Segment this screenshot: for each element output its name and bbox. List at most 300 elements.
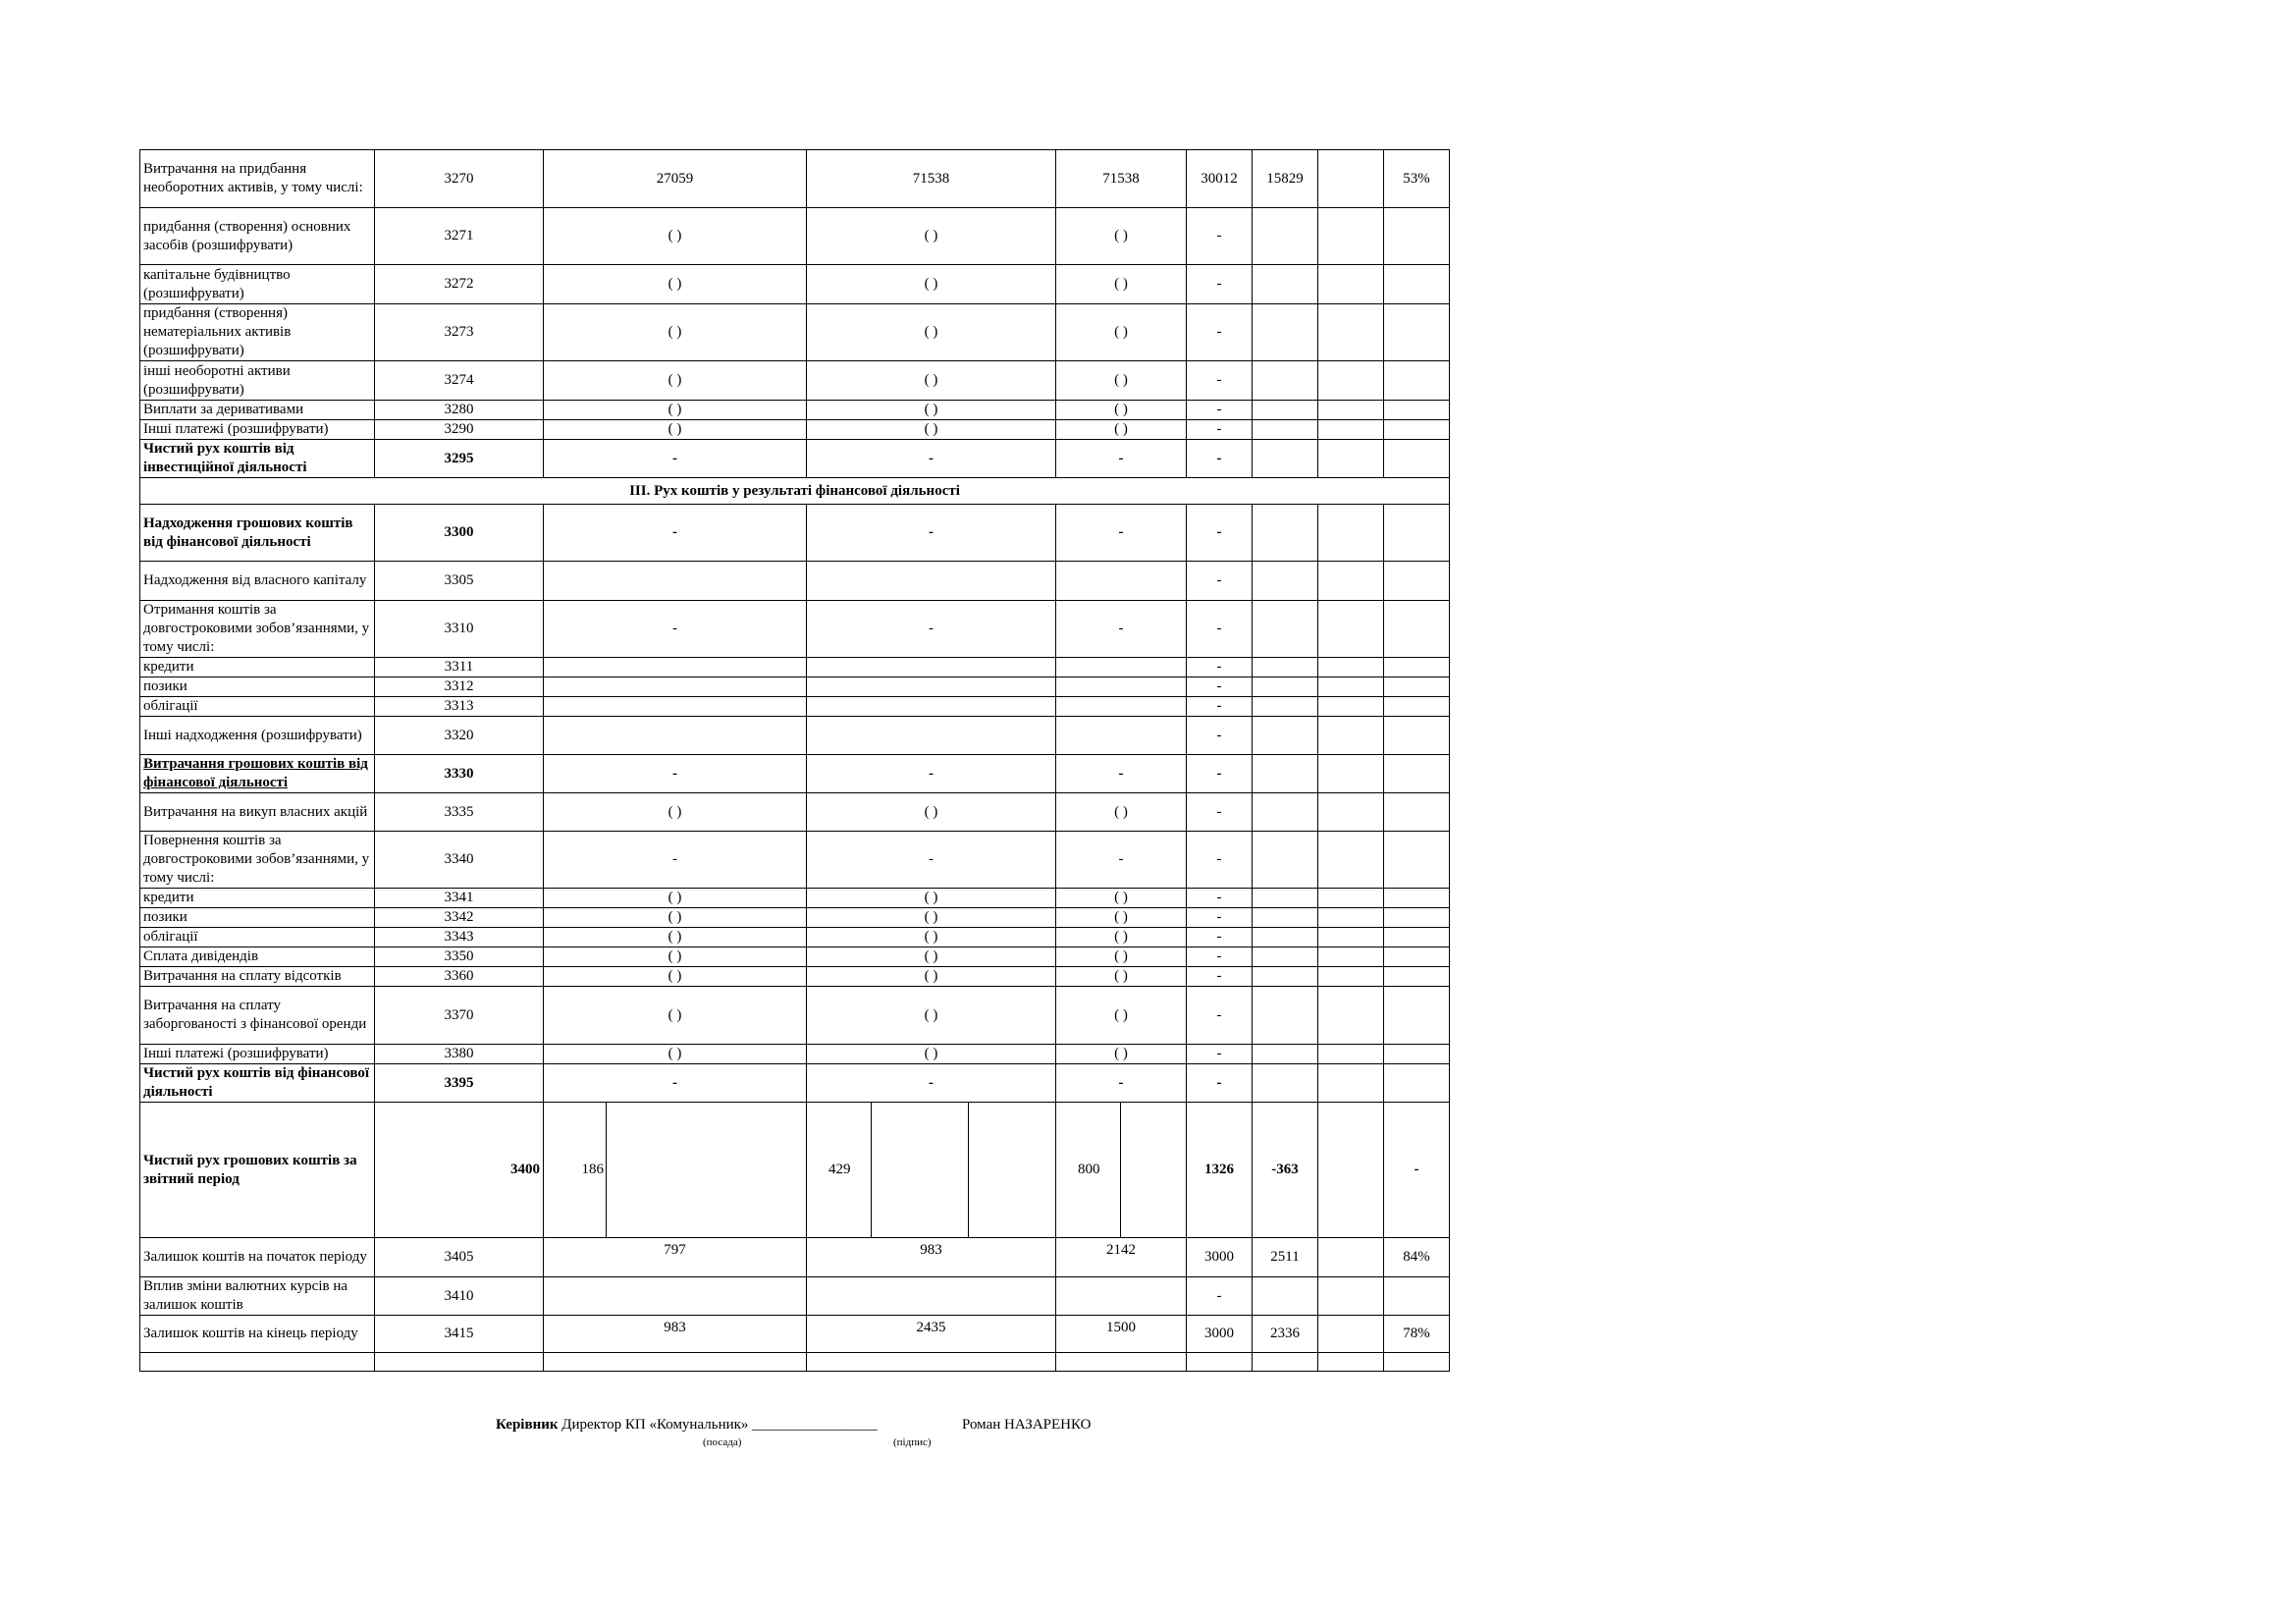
table-row bbox=[140, 304, 1450, 361]
value-cell bbox=[1253, 832, 1318, 889]
table-row bbox=[140, 1238, 1450, 1277]
value-cell: 30012 bbox=[1187, 150, 1253, 208]
value-cell: 78% bbox=[1384, 1316, 1450, 1353]
table-row bbox=[140, 1064, 1450, 1103]
row-code: 3270 bbox=[375, 150, 544, 208]
value-cell: ( ) bbox=[544, 793, 807, 832]
value-cell bbox=[1253, 1064, 1318, 1103]
value-cell bbox=[1253, 677, 1318, 697]
signature-role-text: Директор КП «Комунальник» bbox=[561, 1417, 749, 1433]
row-label: Залишок коштів на початок періоду bbox=[140, 1238, 375, 1277]
value-cell bbox=[1253, 697, 1318, 717]
value-cell bbox=[1253, 755, 1318, 793]
table-row bbox=[140, 987, 1450, 1045]
value-cell: - bbox=[1187, 562, 1253, 601]
row-label: Витрачання на придбання необоротних активів, у тому числі: bbox=[140, 150, 375, 208]
value-cell bbox=[1253, 265, 1318, 304]
row-label: Вплив зміни валютних курсів на залишок коштів bbox=[140, 1277, 375, 1316]
signature-role-bold: Керівник bbox=[496, 1417, 559, 1433]
value-cell: ( ) bbox=[544, 908, 807, 928]
value-cell bbox=[1253, 1045, 1318, 1064]
value-cell bbox=[1318, 1238, 1384, 1277]
row-label: позики bbox=[140, 908, 375, 928]
section-row bbox=[140, 478, 1450, 505]
value-cell bbox=[1056, 658, 1187, 677]
value-cell: - bbox=[1187, 967, 1253, 987]
value-cell bbox=[1253, 928, 1318, 947]
value-cell bbox=[1318, 1277, 1384, 1316]
value-cell: - bbox=[1187, 1277, 1253, 1316]
value-cell bbox=[1384, 889, 1450, 908]
value-cell: ( ) bbox=[544, 928, 807, 947]
value-cell bbox=[544, 1277, 807, 1316]
value-cell bbox=[1253, 967, 1318, 987]
signature-blank: _________________ bbox=[752, 1417, 878, 1433]
value-cell bbox=[1253, 304, 1318, 361]
value-cell bbox=[1253, 440, 1318, 478]
value-cell: ( ) bbox=[807, 947, 1056, 967]
value-cell bbox=[1318, 928, 1384, 947]
value-cell: - bbox=[1187, 987, 1253, 1045]
value-cell bbox=[1384, 562, 1450, 601]
table-row bbox=[140, 793, 1450, 832]
value-cell bbox=[1318, 562, 1384, 601]
row-code: 3395 bbox=[375, 1064, 544, 1103]
value-cell: 1326 bbox=[1187, 1103, 1253, 1238]
table-row bbox=[140, 1103, 1450, 1238]
table-row bbox=[140, 908, 1450, 928]
value-cell bbox=[1318, 304, 1384, 361]
row-code: 3370 bbox=[375, 987, 544, 1045]
value-cell: - bbox=[1187, 677, 1253, 697]
row-code: 3350 bbox=[375, 947, 544, 967]
value-cell bbox=[1056, 1103, 1187, 1238]
value-cell bbox=[1318, 697, 1384, 717]
row-label: облігації bbox=[140, 928, 375, 947]
row-code: 3311 bbox=[375, 658, 544, 677]
row-code: 3272 bbox=[375, 265, 544, 304]
empty-cell bbox=[1187, 1353, 1253, 1372]
value-cell bbox=[1384, 401, 1450, 420]
table-row bbox=[140, 505, 1450, 562]
value-cell: 71538 bbox=[807, 150, 1056, 208]
value-cell bbox=[1384, 420, 1450, 440]
value-cell bbox=[1253, 601, 1318, 658]
value-cell: ( ) bbox=[1056, 208, 1187, 265]
empty-cell bbox=[807, 1353, 1056, 1372]
row-label: Інші платежі (розшифрувати) bbox=[140, 420, 375, 440]
value-cell bbox=[1318, 947, 1384, 967]
value-cell bbox=[544, 717, 807, 755]
value-cell: ( ) bbox=[807, 1045, 1056, 1064]
row-label: Надходження грошових коштів від фінансової діяльності bbox=[140, 505, 375, 562]
value-cell: - bbox=[1384, 1103, 1450, 1238]
value-cell bbox=[1253, 562, 1318, 601]
value-cell bbox=[807, 697, 1056, 717]
value-cell: 3000 bbox=[1187, 1238, 1253, 1277]
row-code: 3305 bbox=[375, 562, 544, 601]
value-part: 800 bbox=[1056, 1103, 1121, 1237]
value-cell bbox=[1253, 505, 1318, 562]
value-cell: ( ) bbox=[1056, 967, 1187, 987]
value-cell bbox=[1318, 967, 1384, 987]
value-cell bbox=[1318, 889, 1384, 908]
empty-cell bbox=[140, 1353, 375, 1372]
value-cell: ( ) bbox=[1056, 908, 1187, 928]
value-part-empty bbox=[872, 1103, 969, 1237]
value-cell bbox=[1253, 947, 1318, 967]
value-cell bbox=[1318, 908, 1384, 928]
section-heading: ІІІ. Рух коштів у результаті фінансової діяльності bbox=[140, 478, 1450, 505]
value-cell: ( ) bbox=[807, 208, 1056, 265]
row-code: 3340 bbox=[375, 832, 544, 889]
value-cell bbox=[1384, 265, 1450, 304]
value-cell bbox=[544, 697, 807, 717]
row-code: 3380 bbox=[375, 1045, 544, 1064]
value-cell bbox=[807, 717, 1056, 755]
value-cell: - bbox=[1187, 601, 1253, 658]
row-label: Залишок коштів на кінець періоду bbox=[140, 1316, 375, 1353]
value-cell bbox=[1384, 793, 1450, 832]
value-cell: - bbox=[1187, 1064, 1253, 1103]
value-cell bbox=[1384, 755, 1450, 793]
value-cell: - bbox=[1187, 1045, 1253, 1064]
row-label: Витрачання грошових коштів від фінансової діяльності bbox=[140, 755, 375, 793]
signatory-name: Роман НАЗАРЕНКО bbox=[962, 1417, 1092, 1433]
value-cell bbox=[1253, 361, 1318, 401]
value-cell: 2142 bbox=[1056, 1238, 1187, 1277]
empty-cell bbox=[1056, 1353, 1187, 1372]
value-cell bbox=[1384, 908, 1450, 928]
value-cell: - bbox=[1187, 928, 1253, 947]
value-cell bbox=[807, 658, 1056, 677]
value-cell bbox=[1056, 1277, 1187, 1316]
row-label: Отримання коштів за довгостроковими зобов’язаннями, у тому числі: bbox=[140, 601, 375, 658]
table-row bbox=[140, 265, 1450, 304]
value-cell bbox=[1318, 1064, 1384, 1103]
value-cell: - bbox=[807, 505, 1056, 562]
value-part: 186 bbox=[544, 1103, 607, 1237]
table-row bbox=[140, 601, 1450, 658]
value-cell bbox=[1384, 717, 1450, 755]
value-cell bbox=[1384, 208, 1450, 265]
value-cell: ( ) bbox=[544, 420, 807, 440]
value-cell: - bbox=[1187, 947, 1253, 967]
value-cell bbox=[544, 562, 807, 601]
value-cell: ( ) bbox=[1056, 304, 1187, 361]
value-cell bbox=[1384, 1064, 1450, 1103]
value-cell bbox=[1384, 697, 1450, 717]
row-code: 3271 bbox=[375, 208, 544, 265]
value-cell bbox=[807, 1103, 1056, 1238]
value-cell: - bbox=[1056, 1064, 1187, 1103]
table-row bbox=[140, 677, 1450, 697]
value-cell: ( ) bbox=[807, 928, 1056, 947]
value-cell: ( ) bbox=[1056, 947, 1187, 967]
row-label: Чистий рух грошових коштів за звітний період bbox=[140, 1103, 375, 1238]
value-cell: ( ) bbox=[1056, 420, 1187, 440]
value-cell: ( ) bbox=[1056, 889, 1187, 908]
row-code: 3360 bbox=[375, 967, 544, 987]
value-cell: - bbox=[544, 440, 807, 478]
value-cell bbox=[544, 658, 807, 677]
value-cell: - bbox=[1187, 832, 1253, 889]
row-label: Інші надходження (розшифрувати) bbox=[140, 717, 375, 755]
value-cell bbox=[1384, 505, 1450, 562]
value-cell: ( ) bbox=[807, 908, 1056, 928]
value-cell bbox=[1318, 755, 1384, 793]
value-cell bbox=[1318, 658, 1384, 677]
value-cell: - bbox=[807, 440, 1056, 478]
value-cell: 71538 bbox=[1056, 150, 1187, 208]
table-body bbox=[140, 150, 1450, 1372]
value-cell: - bbox=[1187, 755, 1253, 793]
value-cell: - bbox=[1187, 440, 1253, 478]
value-cell: - bbox=[1187, 401, 1253, 420]
empty-cell bbox=[544, 1353, 807, 1372]
value-cell bbox=[1384, 677, 1450, 697]
empty-row bbox=[140, 1353, 1450, 1372]
value-cell: ( ) bbox=[544, 208, 807, 265]
row-label: Сплата дивідендів bbox=[140, 947, 375, 967]
value-cell: ( ) bbox=[544, 265, 807, 304]
value-cell bbox=[1318, 601, 1384, 658]
value-cell bbox=[1253, 987, 1318, 1045]
table-row bbox=[140, 832, 1450, 889]
value-cell: ( ) bbox=[807, 420, 1056, 440]
value-part: 429 bbox=[807, 1103, 872, 1237]
value-cell: - bbox=[1187, 658, 1253, 677]
value-cell bbox=[1318, 150, 1384, 208]
table-row bbox=[140, 401, 1450, 420]
value-cell bbox=[1384, 967, 1450, 987]
value-cell: ( ) bbox=[544, 947, 807, 967]
row-label: придбання (створення) основних засобів (розшифрувати) bbox=[140, 208, 375, 265]
value-cell: 797 bbox=[544, 1238, 807, 1277]
table-row bbox=[140, 361, 1450, 401]
value-cell: - bbox=[544, 832, 807, 889]
cash-flow-table bbox=[139, 149, 1450, 1372]
value-cell: ( ) bbox=[544, 304, 807, 361]
empty-cell bbox=[375, 1353, 544, 1372]
value-cell: - bbox=[807, 832, 1056, 889]
value-cell bbox=[1056, 562, 1187, 601]
value-cell: - bbox=[1187, 304, 1253, 361]
row-label: Чистий рух коштів від інвестиційної діяльності bbox=[140, 440, 375, 478]
table-row bbox=[140, 1045, 1450, 1064]
value-cell: - bbox=[1187, 908, 1253, 928]
table-row bbox=[140, 658, 1450, 677]
empty-cell bbox=[1384, 1353, 1450, 1372]
row-label: Чистий рух коштів від фінансової діяльності bbox=[140, 1064, 375, 1103]
value-cell: ( ) bbox=[807, 967, 1056, 987]
value-cell bbox=[1384, 1045, 1450, 1064]
row-code: 3342 bbox=[375, 908, 544, 928]
value-cell: - bbox=[544, 505, 807, 562]
value-cell bbox=[1253, 889, 1318, 908]
row-label: Інші платежі (розшифрувати) bbox=[140, 1045, 375, 1064]
value-cell: - bbox=[1187, 361, 1253, 401]
value-cell: ( ) bbox=[1056, 361, 1187, 401]
table-row bbox=[140, 150, 1450, 208]
value-cell bbox=[1318, 987, 1384, 1045]
value-cell: - bbox=[1056, 601, 1187, 658]
value-cell bbox=[544, 1103, 807, 1238]
value-cell bbox=[1384, 658, 1450, 677]
value-cell: 2336 bbox=[1253, 1316, 1318, 1353]
row-code: 3330 bbox=[375, 755, 544, 793]
row-code: 3335 bbox=[375, 793, 544, 832]
row-code: 3400 bbox=[375, 1103, 544, 1238]
row-label: капітальне будівництво (розшифрувати) bbox=[140, 265, 375, 304]
row-code: 3320 bbox=[375, 717, 544, 755]
value-cell bbox=[1318, 440, 1384, 478]
value-cell bbox=[1318, 1316, 1384, 1353]
value-cell bbox=[1056, 677, 1187, 697]
table-row bbox=[140, 440, 1450, 478]
row-label: Надходження від власного капіталу bbox=[140, 562, 375, 601]
table-row bbox=[140, 697, 1450, 717]
row-code: 3310 bbox=[375, 601, 544, 658]
caption-signature: (підпис) bbox=[893, 1436, 932, 1448]
value-cell: ( ) bbox=[1056, 401, 1187, 420]
value-cell: -363 bbox=[1253, 1103, 1318, 1238]
row-code: 3343 bbox=[375, 928, 544, 947]
row-label: Повернення коштів за довгостроковими зобов’язаннями, у тому числі: bbox=[140, 832, 375, 889]
value-cell bbox=[1318, 401, 1384, 420]
value-cell: ( ) bbox=[544, 1045, 807, 1064]
row-label: придбання (створення) нематеріальних активів (розшифрувати) bbox=[140, 304, 375, 361]
signature-line bbox=[496, 1417, 878, 1434]
value-cell: ( ) bbox=[807, 401, 1056, 420]
row-code: 3313 bbox=[375, 697, 544, 717]
value-cell: 2435 bbox=[807, 1316, 1056, 1353]
value-cell bbox=[1253, 717, 1318, 755]
value-cell: 1500 bbox=[1056, 1316, 1187, 1353]
value-cell: ( ) bbox=[807, 304, 1056, 361]
value-cell bbox=[1384, 987, 1450, 1045]
value-cell: ( ) bbox=[1056, 1045, 1187, 1064]
value-cell bbox=[1318, 1103, 1384, 1238]
value-cell bbox=[1318, 420, 1384, 440]
table-row bbox=[140, 889, 1450, 908]
value-cell: 84% bbox=[1384, 1238, 1450, 1277]
table-row bbox=[140, 208, 1450, 265]
value-cell: 15829 bbox=[1253, 150, 1318, 208]
table-row bbox=[140, 562, 1450, 601]
row-label: позики bbox=[140, 677, 375, 697]
value-cell: - bbox=[1187, 697, 1253, 717]
row-code: 3273 bbox=[375, 304, 544, 361]
value-cell: ( ) bbox=[807, 361, 1056, 401]
value-cell bbox=[1318, 1045, 1384, 1064]
value-cell: - bbox=[1056, 440, 1187, 478]
row-label: Витрачання на викуп власних акцій bbox=[140, 793, 375, 832]
value-cell bbox=[1384, 361, 1450, 401]
row-label: Витрачання на сплату заборгованості з фінансової оренди bbox=[140, 987, 375, 1045]
value-cell bbox=[1384, 832, 1450, 889]
row-label: кредити bbox=[140, 658, 375, 677]
value-cell: - bbox=[1187, 717, 1253, 755]
value-cell: 983 bbox=[544, 1316, 807, 1353]
row-code: 3312 bbox=[375, 677, 544, 697]
row-code: 3290 bbox=[375, 420, 544, 440]
table-row bbox=[140, 947, 1450, 967]
value-cell: - bbox=[544, 755, 807, 793]
value-cell bbox=[1253, 908, 1318, 928]
value-cell: - bbox=[807, 755, 1056, 793]
value-cell: - bbox=[1187, 208, 1253, 265]
value-cell: ( ) bbox=[1056, 265, 1187, 304]
value-cell: 27059 bbox=[544, 150, 807, 208]
row-code: 3405 bbox=[375, 1238, 544, 1277]
caption-position: (посада) bbox=[703, 1436, 742, 1448]
value-cell: ( ) bbox=[544, 967, 807, 987]
value-cell: 53% bbox=[1384, 150, 1450, 208]
value-cell: ( ) bbox=[1056, 987, 1187, 1045]
value-cell: - bbox=[1187, 505, 1253, 562]
value-cell bbox=[1318, 832, 1384, 889]
value-cell: ( ) bbox=[807, 265, 1056, 304]
value-cell: - bbox=[1056, 755, 1187, 793]
value-cell bbox=[807, 562, 1056, 601]
value-cell: ( ) bbox=[544, 361, 807, 401]
value-cell: - bbox=[544, 601, 807, 658]
value-cell bbox=[1253, 658, 1318, 677]
value-cell bbox=[1384, 601, 1450, 658]
value-cell bbox=[1056, 697, 1187, 717]
row-code: 3274 bbox=[375, 361, 544, 401]
value-cell: - bbox=[1056, 505, 1187, 562]
row-code: 3295 bbox=[375, 440, 544, 478]
value-cell bbox=[544, 677, 807, 697]
value-cell bbox=[1318, 265, 1384, 304]
value-cell bbox=[1318, 677, 1384, 697]
row-code: 3410 bbox=[375, 1277, 544, 1316]
value-cell: ( ) bbox=[1056, 928, 1187, 947]
row-code: 3300 bbox=[375, 505, 544, 562]
value-cell: ( ) bbox=[807, 987, 1056, 1045]
table-row bbox=[140, 717, 1450, 755]
table-row bbox=[140, 420, 1450, 440]
value-cell bbox=[1384, 928, 1450, 947]
value-cell bbox=[1318, 717, 1384, 755]
value-cell bbox=[1253, 1277, 1318, 1316]
table-row bbox=[140, 1316, 1450, 1353]
value-cell bbox=[1318, 208, 1384, 265]
value-cell bbox=[807, 677, 1056, 697]
row-code: 3280 bbox=[375, 401, 544, 420]
empty-cell bbox=[1318, 1353, 1384, 1372]
row-label: облігації bbox=[140, 697, 375, 717]
value-cell bbox=[1384, 947, 1450, 967]
value-cell: ( ) bbox=[544, 401, 807, 420]
value-cell: ( ) bbox=[807, 793, 1056, 832]
value-cell: 983 bbox=[807, 1238, 1056, 1277]
value-cell bbox=[1253, 793, 1318, 832]
value-cell bbox=[1384, 1277, 1450, 1316]
value-cell: - bbox=[807, 1064, 1056, 1103]
value-cell bbox=[1253, 208, 1318, 265]
value-cell bbox=[1318, 361, 1384, 401]
row-label: інші необоротні активи (розшифрувати) bbox=[140, 361, 375, 401]
value-cell bbox=[1253, 420, 1318, 440]
value-cell: - bbox=[1187, 889, 1253, 908]
row-code: 3341 bbox=[375, 889, 544, 908]
value-cell bbox=[1384, 304, 1450, 361]
value-cell bbox=[807, 1277, 1056, 1316]
value-cell bbox=[1318, 793, 1384, 832]
